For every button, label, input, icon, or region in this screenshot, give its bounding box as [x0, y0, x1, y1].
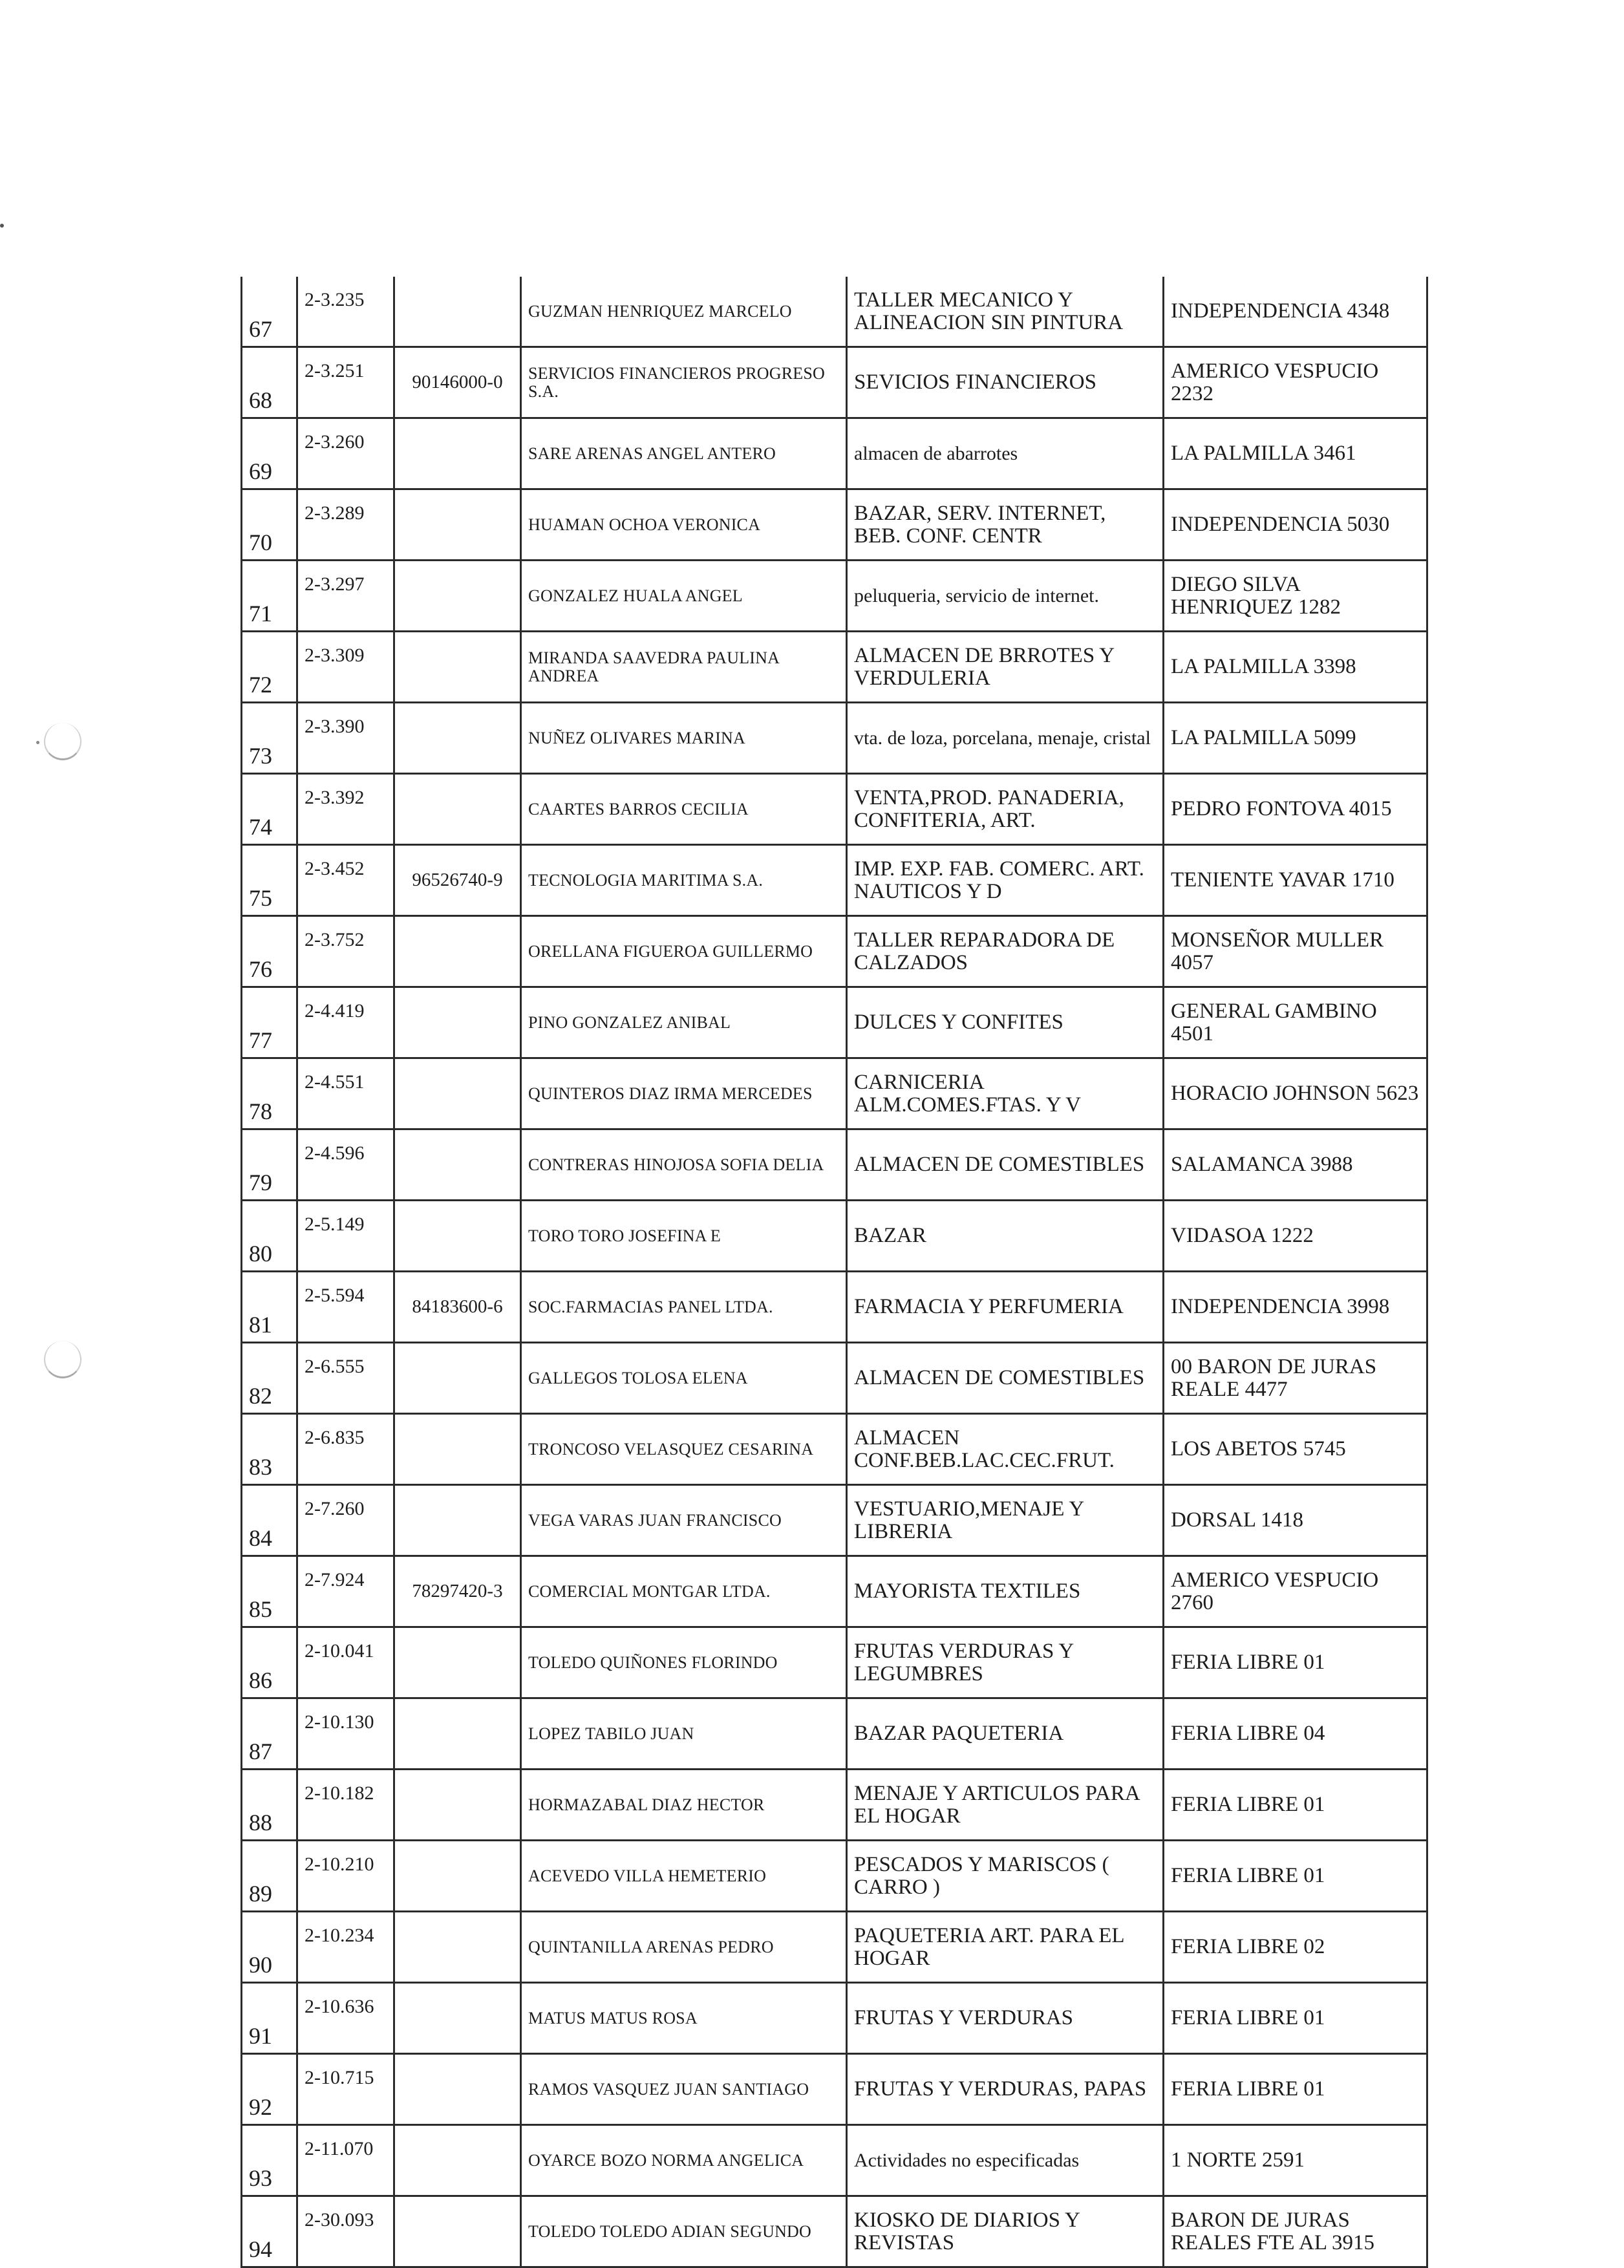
activity-description-cell: ALMACEN CONF.BEB.LAC.CEC.FRUT.	[847, 1414, 1164, 1485]
address-cell: FERIA LIBRE 01	[1164, 1841, 1427, 1912]
patent-code-cell: 2-11.070	[297, 2125, 394, 2196]
row-number-cell: 91	[242, 1983, 297, 2054]
rut-number-cell: 84183600-6	[394, 1272, 521, 1343]
row-number-cell: 81	[242, 1272, 297, 1343]
table-row	[242, 703, 1427, 774]
row-number-cell: 77	[242, 987, 297, 1058]
patent-code-cell: 2-10.715	[297, 2054, 394, 2125]
activity-description-cell: TALLER MECANICO Y ALINEACION SIN PINTURA	[847, 277, 1164, 347]
row-number-cell: 94	[242, 2196, 297, 2267]
rut-number-cell	[394, 1343, 521, 1414]
activity-description-cell: CARNICERIA ALM.COMES.FTAS. Y V	[847, 1058, 1164, 1129]
row-number-cell: 86	[242, 1627, 297, 1698]
holder-name-cell: NUÑEZ OLIVARES MARINA	[521, 703, 847, 774]
address-cell: TENIENTE YAVAR 1710	[1164, 845, 1427, 916]
rut-number-cell	[394, 1129, 521, 1201]
patent-code-cell: 2-3.260	[297, 418, 394, 489]
rut-number-cell	[394, 489, 521, 561]
address-cell: SALAMANCA 3988	[1164, 1129, 1427, 1201]
holder-name-cell: TORO TORO JOSEFINA E	[521, 1201, 847, 1272]
activity-description-cell: FRUTAS Y VERDURAS, PAPAS	[847, 2054, 1164, 2125]
row-number-cell: 87	[242, 1698, 297, 1770]
register-body	[242, 277, 1427, 2267]
holder-name-cell: TOLEDO QUIÑONES FLORINDO	[521, 1627, 847, 1698]
patent-code-cell: 2-3.251	[297, 347, 394, 418]
row-number-cell: 68	[242, 347, 297, 418]
patent-code-cell: 2-3.289	[297, 489, 394, 561]
holder-name-cell: QUINTEROS DIAZ IRMA MERCEDES	[521, 1058, 847, 1129]
holder-name-cell: SERVICIOS FINANCIEROS PROGRESO S.A.	[521, 347, 847, 418]
holder-name-cell: GONZALEZ HUALA ANGEL	[521, 561, 847, 632]
row-number-cell: 72	[242, 632, 297, 703]
holder-name-cell: OYARCE BOZO NORMA ANGELICA	[521, 2125, 847, 2196]
address-cell: INDEPENDENCIA 5030	[1164, 489, 1427, 561]
address-cell: FERIA LIBRE 01	[1164, 1983, 1427, 2054]
rut-number-cell: 96526740-9	[394, 845, 521, 916]
address-cell: FERIA LIBRE 01	[1164, 1770, 1427, 1841]
table-row	[242, 1058, 1427, 1129]
rut-number-cell	[394, 1912, 521, 1983]
holder-name-cell: LOPEZ TABILO JUAN	[521, 1698, 847, 1770]
address-cell: 00 BARON DE JURAS REALE 4477	[1164, 1343, 1427, 1414]
activity-description-cell: PESCADOS Y MARISCOS ( CARRO )	[847, 1841, 1164, 1912]
patent-code-cell: 2-3.392	[297, 774, 394, 845]
rut-number-cell	[394, 418, 521, 489]
patent-code-cell: 2-3.452	[297, 845, 394, 916]
rut-number-cell	[394, 987, 521, 1058]
patent-code-cell: 2-3.390	[297, 703, 394, 774]
table-row	[242, 2054, 1427, 2125]
row-number-cell: 73	[242, 703, 297, 774]
address-cell: INDEPENDENCIA 3998	[1164, 1272, 1427, 1343]
rut-number-cell: 78297420-3	[394, 1556, 521, 1627]
holder-name-cell: MIRANDA SAAVEDRA PAULINA ANDREA	[521, 632, 847, 703]
table-row	[242, 1556, 1427, 1627]
holder-name-cell: RAMOS VASQUEZ JUAN SANTIAGO	[521, 2054, 847, 2125]
activity-description-cell: DULCES Y CONFITES	[847, 987, 1164, 1058]
activity-description-cell: KIOSKO DE DIARIOS Y REVISTAS	[847, 2196, 1164, 2267]
activity-description-cell: TALLER REPARADORA DE CALZADOS	[847, 916, 1164, 987]
row-number-cell: 84	[242, 1485, 297, 1556]
row-number-cell: 83	[242, 1414, 297, 1485]
row-number-cell: 82	[242, 1343, 297, 1414]
table-row	[242, 1841, 1427, 1912]
rut-number-cell	[394, 1841, 521, 1912]
rut-number-cell	[394, 1058, 521, 1129]
patent-code-cell: 2-6.555	[297, 1343, 394, 1414]
holder-name-cell: CONTRERAS HINOJOSA SOFIA DELIA	[521, 1129, 847, 1201]
rut-number-cell	[394, 2054, 521, 2125]
holder-name-cell: GALLEGOS TOLOSA ELENA	[521, 1343, 847, 1414]
patent-code-cell: 2-7.260	[297, 1485, 394, 1556]
table-row	[242, 489, 1427, 561]
address-cell: AMERICO VESPUCIO 2232	[1164, 347, 1427, 418]
rut-number-cell	[394, 1414, 521, 1485]
row-number-cell: 80	[242, 1201, 297, 1272]
row-number-cell: 92	[242, 2054, 297, 2125]
rut-number-cell: 90146000-0	[394, 347, 521, 418]
activity-description-cell: IMP. EXP. FAB. COMERC. ART. NAUTICOS Y D	[847, 845, 1164, 916]
holder-name-cell: SARE ARENAS ANGEL ANTERO	[521, 418, 847, 489]
rut-number-cell	[394, 632, 521, 703]
address-cell: FERIA LIBRE 04	[1164, 1698, 1427, 1770]
holder-name-cell: ORELLANA FIGUEROA GUILLERMO	[521, 916, 847, 987]
row-number-cell: 71	[242, 561, 297, 632]
patent-code-cell: 2-4.551	[297, 1058, 394, 1129]
row-number-cell: 74	[242, 774, 297, 845]
activity-description-cell: FRUTAS VERDURAS Y LEGUMBRES	[847, 1627, 1164, 1698]
table-row	[242, 418, 1427, 489]
address-cell: FERIA LIBRE 02	[1164, 1912, 1427, 1983]
holder-name-cell: TOLEDO TOLEDO ADIAN SEGUNDO	[521, 2196, 847, 2267]
scan-speck	[0, 224, 4, 228]
table-row	[242, 916, 1427, 987]
table-row	[242, 1343, 1427, 1414]
address-cell: LA PALMILLA 3398	[1164, 632, 1427, 703]
patent-code-cell: 2-6.835	[297, 1414, 394, 1485]
address-cell: HORACIO JOHNSON 5623	[1164, 1058, 1427, 1129]
address-cell: PEDRO FONTOVA 4015	[1164, 774, 1427, 845]
table-row	[242, 1698, 1427, 1770]
patent-code-cell: 2-30.093	[297, 2196, 394, 2267]
activity-description-cell: FRUTAS Y VERDURAS	[847, 1983, 1164, 2054]
address-cell: GENERAL GAMBINO 4501	[1164, 987, 1427, 1058]
holder-name-cell: QUINTANILLA ARENAS PEDRO	[521, 1912, 847, 1983]
holder-name-cell: GUZMAN HENRIQUEZ MARCELO	[521, 277, 847, 347]
table-row	[242, 277, 1427, 347]
holder-name-cell: ACEVEDO VILLA HEMETERIO	[521, 1841, 847, 1912]
row-number-cell: 90	[242, 1912, 297, 1983]
row-number-cell: 85	[242, 1556, 297, 1627]
rut-number-cell	[394, 916, 521, 987]
table-row	[242, 1129, 1427, 1201]
holder-name-cell: HUAMAN OCHOA VERONICA	[521, 489, 847, 561]
activity-description-cell: MENAJE Y ARTICULOS PARA EL HOGAR	[847, 1770, 1164, 1841]
table-row	[242, 845, 1427, 916]
holder-name-cell: HORMAZABAL DIAZ HECTOR	[521, 1770, 847, 1841]
address-cell: FERIA LIBRE 01	[1164, 2054, 1427, 2125]
patent-register-table	[240, 277, 1428, 2268]
patent-code-cell: 2-3.297	[297, 561, 394, 632]
activity-description-cell: FARMACIA Y PERFUMERIA	[847, 1272, 1164, 1343]
activity-description-cell: MAYORISTA TEXTILES	[847, 1556, 1164, 1627]
activity-description-cell: BAZAR PAQUETERIA	[847, 1698, 1164, 1770]
address-cell: BARON DE JURAS REALES FTE AL 3915	[1164, 2196, 1427, 2267]
activity-description-cell: vta. de loza, porcelana, menaje, cristal	[847, 703, 1164, 774]
rut-number-cell	[394, 1983, 521, 2054]
patent-code-cell: 2-5.149	[297, 1201, 394, 1272]
row-number-cell: 75	[242, 845, 297, 916]
rut-number-cell	[394, 1485, 521, 1556]
holder-name-cell: TECNOLOGIA MARITIMA S.A.	[521, 845, 847, 916]
row-number-cell: 70	[242, 489, 297, 561]
row-number-cell: 88	[242, 1770, 297, 1841]
table-row	[242, 1912, 1427, 1983]
activity-description-cell: ALMACEN DE COMESTIBLES	[847, 1343, 1164, 1414]
row-number-cell: 89	[242, 1841, 297, 1912]
holder-name-cell: VEGA VARAS JUAN FRANCISCO	[521, 1485, 847, 1556]
punch-hole-upper	[44, 723, 81, 760]
table-row	[242, 1272, 1427, 1343]
holder-name-cell: MATUS MATUS ROSA	[521, 1983, 847, 2054]
holder-name-cell: PINO GONZALEZ ANIBAL	[521, 987, 847, 1058]
patent-code-cell: 2-10.636	[297, 1983, 394, 2054]
patent-code-cell: 2-4.419	[297, 987, 394, 1058]
holder-name-cell: CAARTES BARROS CECILIA	[521, 774, 847, 845]
patent-code-cell: 2-10.041	[297, 1627, 394, 1698]
activity-description-cell: ALMACEN DE COMESTIBLES	[847, 1129, 1164, 1201]
activity-description-cell: SEVICIOS FINANCIEROS	[847, 347, 1164, 418]
rut-number-cell	[394, 561, 521, 632]
table-row	[242, 1414, 1427, 1485]
holder-name-cell: COMERCIAL MONTGAR LTDA.	[521, 1556, 847, 1627]
address-cell: LOS ABETOS 5745	[1164, 1414, 1427, 1485]
table-row	[242, 2125, 1427, 2196]
activity-description-cell: peluqueria, servicio de internet.	[847, 561, 1164, 632]
activity-description-cell: VENTA,PROD. PANADERIA, CONFITERIA, ART.	[847, 774, 1164, 845]
address-cell: INDEPENDENCIA 4348	[1164, 277, 1427, 347]
activity-description-cell: almacen de abarrotes	[847, 418, 1164, 489]
address-cell: VIDASOA 1222	[1164, 1201, 1427, 1272]
rut-number-cell	[394, 774, 521, 845]
activity-description-cell: PAQUETERIA ART. PARA EL HOGAR	[847, 1912, 1164, 1983]
address-cell: DORSAL 1418	[1164, 1485, 1427, 1556]
scan-speck	[36, 741, 39, 744]
holder-name-cell: TRONCOSO VELASQUEZ CESARINA	[521, 1414, 847, 1485]
table-row	[242, 347, 1427, 418]
address-cell: LA PALMILLA 3461	[1164, 418, 1427, 489]
patent-code-cell: 2-10.182	[297, 1770, 394, 1841]
patent-code-cell: 2-5.594	[297, 1272, 394, 1343]
activity-description-cell: Actividades no especificadas	[847, 2125, 1164, 2196]
address-cell: AMERICO VESPUCIO 2760	[1164, 1556, 1427, 1627]
address-cell: 1 NORTE 2591	[1164, 2125, 1427, 2196]
address-cell: DIEGO SILVA HENRIQUEZ 1282	[1164, 561, 1427, 632]
table-row	[242, 2196, 1427, 2267]
patent-code-cell: 2-3.309	[297, 632, 394, 703]
table-row	[242, 1627, 1427, 1698]
activity-description-cell: BAZAR, SERV. INTERNET, BEB. CONF. CENTR	[847, 489, 1164, 561]
table-row	[242, 774, 1427, 845]
row-number-cell: 93	[242, 2125, 297, 2196]
table-row	[242, 1983, 1427, 2054]
activity-description-cell: ALMACEN DE BRROTES Y VERDULERIA	[847, 632, 1164, 703]
address-cell: LA PALMILLA 5099	[1164, 703, 1427, 774]
table-row	[242, 1770, 1427, 1841]
rut-number-cell	[394, 1627, 521, 1698]
table-row	[242, 1201, 1427, 1272]
rut-number-cell	[394, 277, 521, 347]
row-number-cell: 78	[242, 1058, 297, 1129]
table-row	[242, 561, 1427, 632]
holder-name-cell: SOC.FARMACIAS PANEL LTDA.	[521, 1272, 847, 1343]
rut-number-cell	[394, 2196, 521, 2267]
patent-code-cell: 2-7.924	[297, 1556, 394, 1627]
patent-code-cell: 2-3.235	[297, 277, 394, 347]
row-number-cell: 76	[242, 916, 297, 987]
patent-code-cell: 2-3.752	[297, 916, 394, 987]
table-row	[242, 1485, 1427, 1556]
patent-code-cell: 2-10.210	[297, 1841, 394, 1912]
rut-number-cell	[394, 703, 521, 774]
rut-number-cell	[394, 2125, 521, 2196]
rut-number-cell	[394, 1770, 521, 1841]
activity-description-cell: BAZAR	[847, 1201, 1164, 1272]
patent-code-cell: 2-4.596	[297, 1129, 394, 1201]
activity-description-cell: VESTUARIO,MENAJE Y LIBRERIA	[847, 1485, 1164, 1556]
patent-code-cell: 2-10.130	[297, 1698, 394, 1770]
rut-number-cell	[394, 1201, 521, 1272]
table-row	[242, 632, 1427, 703]
rut-number-cell	[394, 1698, 521, 1770]
address-cell: FERIA LIBRE 01	[1164, 1627, 1427, 1698]
punch-hole-lower	[44, 1341, 81, 1378]
table-row	[242, 987, 1427, 1058]
address-cell: MONSEÑOR MULLER 4057	[1164, 916, 1427, 987]
row-number-cell: 69	[242, 418, 297, 489]
row-number-cell: 67	[242, 277, 297, 347]
patent-code-cell: 2-10.234	[297, 1912, 394, 1983]
row-number-cell: 79	[242, 1129, 297, 1201]
